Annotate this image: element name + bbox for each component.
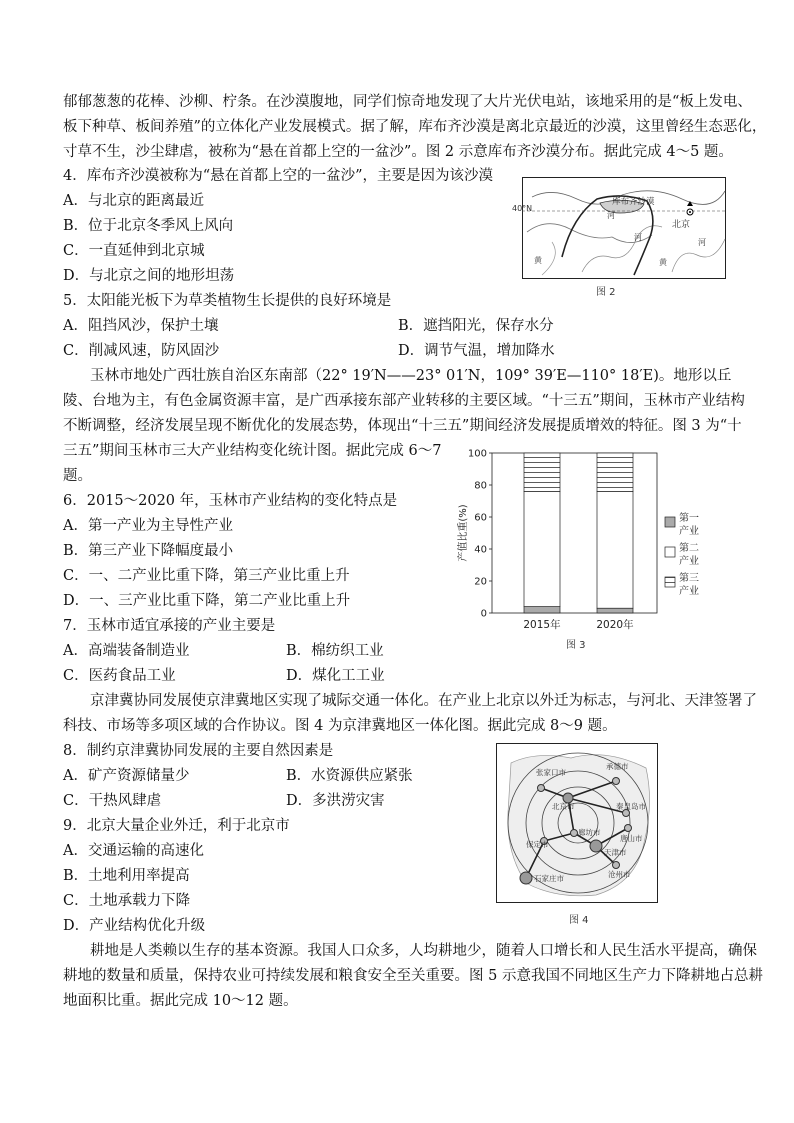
q5-option-a[interactable]: A．阻挡风沙，保护土壤: [63, 318, 219, 334]
bar-segment: [597, 453, 633, 491]
q9-option-c[interactable]: C．土地承载力下降: [63, 893, 191, 909]
q9-option-b[interactable]: B．土地利用率提高: [63, 868, 190, 884]
q7-option-a[interactable]: A．高端装备制造业: [63, 643, 190, 659]
q8-option-b[interactable]: B．水资源供应紧张: [286, 768, 413, 784]
city-baoding: 保定市: [526, 840, 549, 849]
bar-segment: [597, 608, 633, 613]
city-beijing: 北京市: [552, 802, 575, 811]
q4-option-b[interactable]: B．位于北京冬季风上风向: [63, 218, 234, 234]
q6-option-b[interactable]: B．第三产业下降幅度最小: [63, 543, 234, 559]
q8-stem: 8．制约京津冀协同发展的主要自然因素是: [63, 743, 334, 759]
figure-3-caption: 图 3: [566, 640, 586, 651]
label-he-1: 河: [607, 211, 615, 220]
city-shijiazhuang: 石家庄市: [534, 874, 564, 883]
q8-option-c[interactable]: C．干热风肆虐: [63, 793, 162, 809]
jjj-line-2: 科技、市场等多项区域的合作协议。图 4 为京津冀地区一体化图。据此完成 8～9 题。: [63, 718, 617, 734]
q6-option-d[interactable]: D．一、三产业比重下降，第二产业比重上升: [63, 593, 351, 609]
yulin-line-1: 玉林市地处广西壮族自治区东南部（22° 19′N——23° 01′N，109° 39′E—110° 18′E)。地形以丘: [90, 368, 732, 384]
y-axis-label: 产值比重(%): [458, 504, 469, 562]
city-cangzhou: 沧州市: [608, 870, 631, 879]
label-beijing: 北京: [672, 220, 691, 230]
q4-option-d[interactable]: D．与北京之间的地形坦荡: [63, 268, 235, 284]
q8-option-d[interactable]: D．多洪涝灾害: [286, 793, 385, 809]
bar-segment: [524, 453, 560, 491]
city-chengde: 承德市: [606, 762, 629, 771]
legend-label-line1: 第一: [679, 513, 699, 524]
q5-option-c[interactable]: C．削减风速，防风固沙: [63, 343, 220, 359]
jjj-line-1: 京津冀协同发展使京津冀地区实现了城际交通一体化。在产业上北京以外迁为标志，与河北、天津签署了: [90, 693, 757, 709]
label-huang-1: 黄: [534, 256, 542, 265]
figure-2-map: [512, 177, 726, 279]
label-huang-2: 黄: [659, 258, 667, 267]
q7-option-d[interactable]: D．煤化工工业: [286, 668, 385, 684]
q7-option-c[interactable]: C．医药食品工业: [63, 668, 176, 684]
bar-segment: [524, 491, 560, 606]
q6-stem: 6．2015～2020 年，玉林市产业结构的变化特点是: [63, 493, 398, 509]
legend-swatch: [665, 517, 675, 527]
q4-option-a[interactable]: A．与北京的距离最近: [63, 193, 204, 209]
land-line-3: 地面积比重。据此完成 10～12 题。: [63, 993, 298, 1009]
legend-label-line1: 第三: [679, 573, 699, 584]
legend-label-line1: 第二: [679, 543, 699, 554]
label-kubuqi-desert: 库布齐沙漠: [612, 197, 655, 207]
legend-label-line2: 产业: [679, 556, 699, 567]
y-tick-label: 80: [474, 480, 487, 492]
q7-stem: 7．玉林市适宜承接的产业主要是: [63, 618, 276, 634]
legend-swatch: [665, 547, 675, 557]
yulin-line-4: 三五”期间玉林市三大产业结构变化统计图。据此完成 6～7: [63, 443, 442, 459]
q5-option-b[interactable]: B．遮挡阳光，保存水分: [398, 318, 554, 334]
label-40n: 40°N: [512, 204, 533, 213]
figure-2-caption: 图 2: [596, 287, 616, 298]
legend-label-line2: 产业: [679, 526, 699, 537]
q4-option-c[interactable]: C．一直延伸到北京城: [63, 243, 205, 259]
city-qinhuangdao: 秦皇岛市: [616, 802, 646, 811]
x-tick-label: 2015年: [523, 619, 561, 630]
figure-4-map: [496, 743, 658, 903]
city-langfang: 廊坊市: [578, 828, 601, 837]
bar-segment: [597, 491, 633, 608]
land-line-1: 耕地是人类赖以生存的基本资源。我国人口众多，人均耕地少，随着人口增长和人民生活水平提高，确保: [90, 943, 757, 959]
city-tangshan: 唐山市: [620, 834, 643, 843]
q4-stem: 4．库布齐沙漠被称为“悬在首都上空的一盆沙”，主要是因为该沙漠: [63, 168, 494, 184]
intro-line-2: 板下种草、板间养殖”的立体化产业发展模式。据了解，库布齐沙漠是离北京最近的沙漠，这里曾经生态恶化，: [63, 119, 767, 135]
y-tick-label: 60: [474, 512, 487, 524]
y-tick-label: 100: [467, 448, 487, 460]
yulin-line-5: 题。: [63, 468, 92, 484]
city-tianjin: 天津市: [604, 848, 627, 857]
q6-option-a[interactable]: A．第一产业为主导性产业: [63, 518, 233, 534]
label-he-2: 河: [634, 233, 642, 242]
bar-segment: [524, 607, 560, 613]
q9-option-d[interactable]: D．产业结构优化升级: [63, 918, 206, 934]
legend-swatch: [665, 577, 675, 587]
yulin-line-3: 不断调整，经济发展呈现不断优化的发展态势，体现出“十三五”期间经济发展提质增效的特征。图 3 为“十: [63, 418, 742, 434]
q9-option-a[interactable]: A．交通运输的高速化: [63, 843, 204, 859]
figure-3-chart: [452, 445, 722, 630]
yulin-line-2: 陵、台地为主，有色金属资源丰富，是广西承接东部产业转移的主要区域。“十三五”期间，玉林市产业结构: [63, 393, 745, 409]
y-tick-label: 40: [474, 544, 487, 556]
city-zhangjiakou: 张家口市: [536, 768, 566, 777]
legend-label-line2: 产业: [679, 586, 699, 597]
q7-option-b[interactable]: B．棉纺织工业: [286, 643, 384, 659]
label-he-3: 河: [698, 238, 706, 247]
q5-stem: 5．太阳能光板下为草类植物生长提供的良好环境是: [63, 293, 392, 309]
q8-option-a[interactable]: A．矿产资源储量少: [63, 768, 190, 784]
x-tick-label: 2020年: [596, 619, 634, 630]
figure-4-caption: 图 4: [569, 915, 589, 926]
q9-stem: 9．北京大量企业外迁，利于北京市: [63, 818, 290, 834]
y-tick-label: 20: [474, 576, 487, 588]
q6-option-c[interactable]: C．一、二产业比重下降，第三产业比重上升: [63, 568, 350, 584]
intro-line-1: 郁郁葱葱的花棒、沙柳、柠条。在沙漠腹地，同学们惊奇地发现了大片光伏电站，该地采用的是“板上发电、: [63, 94, 752, 110]
intro-line-3: 寸草不生，沙尘肆虐，被称为“悬在首都上空的一盆沙”。图 2 示意库布齐沙漠分布。据此完成 4～5 题。: [63, 144, 733, 160]
land-line-2: 耕地的数量和质量，保持农业可持续发展和粮食安全至关重要。图 5 示意我国不同地区生产力下降耕地占总耕: [63, 968, 763, 984]
q5-option-d[interactable]: D．调节气温，增加降水: [398, 343, 555, 359]
y-tick-label: 0: [480, 608, 487, 620]
